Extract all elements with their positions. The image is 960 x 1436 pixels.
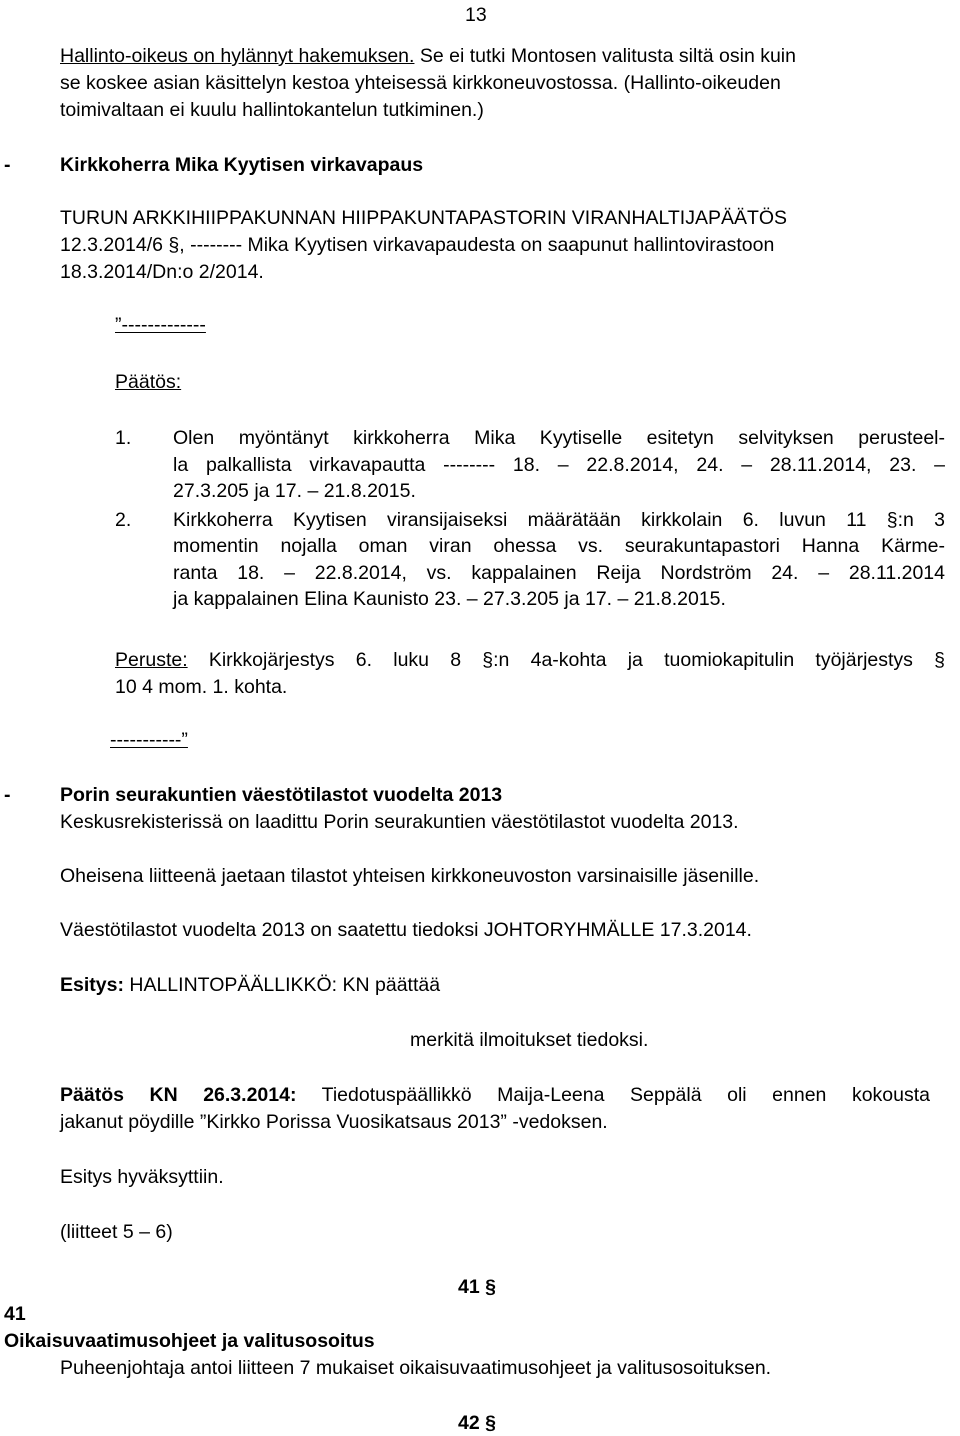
decision-item-1 xyxy=(115,425,945,505)
decision-item-line: ja kappalainen Elina Kaunisto 23. – 27.3.205 ja 17. – 21.8.2015. xyxy=(173,588,726,610)
quote-open: ”------------- xyxy=(115,314,206,336)
peruste-line-1 xyxy=(115,647,945,673)
virkavapaus-line-3: 18.3.2014/Dn:o 2/2014. xyxy=(60,261,264,283)
paatos-kn-attachments: (liitteet 5 – 6) xyxy=(60,1221,173,1243)
section-42-mark: 42 § xyxy=(458,1412,496,1434)
paatos-kn-text: Tiedotuspäällikkö Maija-Leena Seppälä oli ennen kokousta xyxy=(296,1084,930,1106)
quote-close: -----------” xyxy=(110,729,188,751)
decision-item-number: 1. xyxy=(115,427,132,449)
decision-item-line: Olen myöntänyt kirkkoherra Mika Kyytiselle esitetyn selvityksen perusteel- xyxy=(173,427,945,449)
section-41-number: 41 xyxy=(4,1303,26,1325)
vaestotilastot-line-2: Oheisena liitteenä jaetaan tilastot yhteisen kirkkoneuvoston varsinaisille jäsenille. xyxy=(60,865,760,887)
decision-item-line: ranta 18. – 22.8.2014, vs. kappalainen Reija Nordström 24. – 28.11.2014 xyxy=(173,561,945,584)
decision-item-line: momentin nojalla oman viran ohessa vs. seurakuntapastori Hanna Kärme- xyxy=(173,535,945,557)
vaestotilastot-line-3: Väestötilastot vuodelta 2013 on saatettu tiedoksi JOHTORYHMÄLLE 17.3.2014. xyxy=(60,919,752,941)
decision-item-2 xyxy=(115,507,945,613)
virkavapaus-line-2: 12.3.2014/6 §, -------- Mika Kyytisen virkavapaudesta on saapunut hallintovirastoon xyxy=(60,234,775,256)
peruste-line-2: 10 4 mom. 1. kohta. xyxy=(115,676,288,698)
vaestotilastot-heading: Porin seurakuntien väestötilastot vuodelta 2013 xyxy=(60,784,503,806)
peruste-text: Kirkkojärjestys 6. luku 8 §:n 4a-kohta ja tuomiokapitulin työjärjestys § xyxy=(187,649,945,671)
vaestotilastot-dash: - xyxy=(4,784,11,806)
esitys-action: merkitä ilmoitukset tiedoksi. xyxy=(410,1029,649,1051)
hallinto-line-2: se koskee asian käsittelyn kestoa yhteisessä kirkkoneuvostossa. (Hallinto-oikeuden xyxy=(60,72,781,94)
section-41-text: Puheenjohtaja antoi liitteen 7 mukaiset oikaisuvaatimusohjeet ja valitusosoituksen. xyxy=(60,1357,772,1379)
section-41-mark: 41 § xyxy=(458,1276,496,1298)
hallinto-line-1-rest: Se ei tutki Montosen valitusta siltä osin kuin xyxy=(414,45,796,67)
paatos-label: Päätös: xyxy=(115,371,182,393)
decision-list xyxy=(115,425,945,613)
hallinto-line-1 xyxy=(60,43,796,69)
page-number: 13 xyxy=(465,4,487,26)
virkavapaus-heading: Kirkkoherra Mika Kyytisen virkavapaus xyxy=(60,154,424,176)
paatos-kn-line-1 xyxy=(60,1082,930,1108)
decision-item-line: la palkallista virkavapautta -------- 18. – 22.8.2014, 24. – 28.11.2014, 23. – xyxy=(173,453,945,476)
virkavapaus-line-1: TURUN ARKKIHIIPPAKUNNAN HIIPPAKUNTAPASTORIN VIRANHALTIJAPÄÄTÖS xyxy=(60,207,788,229)
decision-item-line: 27.3.205 ja 17. – 21.8.2015. xyxy=(173,480,416,502)
vaestotilastot-line-1: Keskusrekisterissä on laadittu Porin seurakuntien väestötilastot vuodelta 2013. xyxy=(60,811,739,833)
hallinto-underlined: Hallinto-oikeus on hylännyt hakemuksen. xyxy=(60,45,415,67)
esitys-text: HALLINTOPÄÄLLIKKÖ: KN päättää xyxy=(123,974,441,996)
esitys-label: Esitys: xyxy=(60,974,124,996)
hallinto-line-3: toimivaltaan ei kuulu hallintokantelun tutkiminen.) xyxy=(60,99,484,121)
decision-item-number: 2. xyxy=(115,508,132,531)
paatos-kn-line-2: jakanut pöydille ”Kirkko Porissa Vuosikatsaus 2013” -vedoksen. xyxy=(60,1111,608,1133)
paatos-kn-label: Päätös KN 26.3.2014: xyxy=(60,1084,297,1106)
virkavapaus-dash: - xyxy=(4,154,11,176)
esitys-line xyxy=(60,972,440,998)
section-41-title: Oikaisuvaatimusohjeet ja valitusosoitus xyxy=(4,1330,375,1352)
paatos-kn-accepted: Esitys hyväksyttiin. xyxy=(60,1166,224,1188)
decision-item-line: Kirkkoherra Kyytisen viransijaiseksi määrätään kirkkolain 6. luvun 11 §:n 3 xyxy=(173,508,945,531)
peruste-label: Peruste: xyxy=(115,649,188,671)
